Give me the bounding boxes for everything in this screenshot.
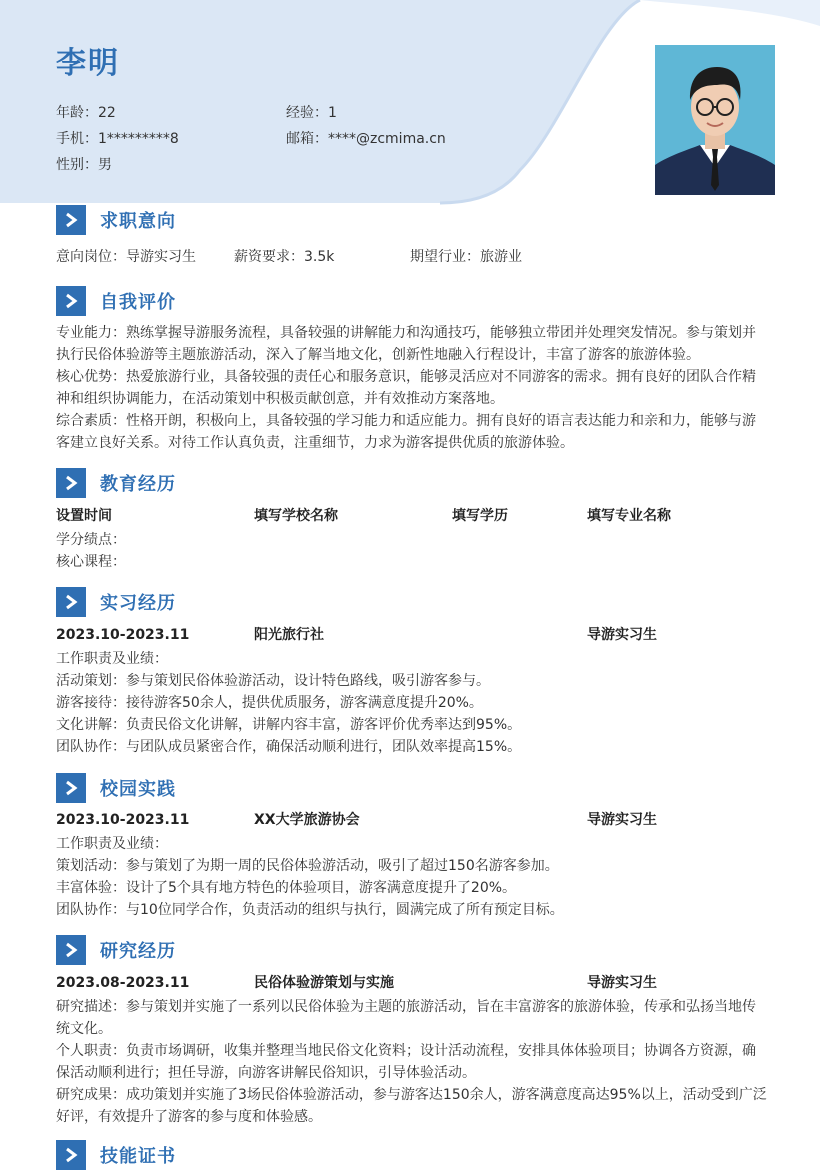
research-time: 2023.08-2023.11 bbox=[56, 975, 190, 991]
chevron-right-icon bbox=[56, 205, 86, 235]
campus-row bbox=[56, 809, 768, 831]
courses-line: 核心课程： bbox=[56, 554, 126, 570]
internship-time: 2023.10-2023.11 bbox=[56, 627, 190, 643]
text-line: 团队协作：与团队成员紧密合作，确保活动顺利进行，团队效率提高15%。 bbox=[56, 739, 522, 755]
section-title: 求职意向 bbox=[100, 211, 176, 232]
text-line: 统文化。 bbox=[56, 1021, 112, 1037]
expected-industry: 期望行业：旅游业 bbox=[410, 249, 522, 265]
text-line: 游客接待：接待游客50余人，提供优质服务，游客满意度提升20%。 bbox=[56, 695, 483, 711]
internship-row bbox=[56, 624, 768, 646]
text-line: 综合素质：性格开朗，积极向上，具备较强的学习能力和适应能力。拥有良好的语言表达能力和亲和力，能够与游 bbox=[56, 413, 756, 429]
text-line: 客建立良好关系。对待工作认真负责，注重细节，力求为游客提供优质的旅游体验。 bbox=[56, 435, 574, 451]
research-details bbox=[56, 996, 768, 1128]
text-line: 好评，有效提升了游客的参与度和体验感。 bbox=[56, 1109, 322, 1125]
section-header-internship bbox=[56, 587, 176, 617]
campus-role: 导游实习生 bbox=[587, 812, 657, 828]
chevron-right-icon bbox=[56, 1140, 86, 1170]
email-field: 邮箱：****@zcmima.cn bbox=[286, 131, 446, 147]
section-header-skills bbox=[56, 1140, 176, 1170]
experience-field: 经验：1 bbox=[286, 105, 337, 121]
chevron-right-icon bbox=[56, 587, 86, 617]
profile-photo bbox=[655, 45, 775, 195]
intention-row bbox=[56, 246, 768, 268]
text-line: 核心优势：热爱旅游行业，具备较强的责任心和服务意识，能够灵活应对不同游客的需求。拥有良好的团队合作精 bbox=[56, 369, 756, 385]
text-line: 工作职责及业绩： bbox=[56, 651, 168, 667]
education-major: 填写专业名称 bbox=[587, 508, 671, 524]
text-line: 策划活动：参与策划了为期一周的民俗体验游活动，吸引了超过150名游客参加。 bbox=[56, 858, 559, 874]
gender-field: 性别：男 bbox=[56, 157, 112, 173]
campus-time: 2023.10-2023.11 bbox=[56, 812, 190, 828]
text-line: 活动策划：参与策划民俗体验游活动，设计特色路线，吸引游客参与。 bbox=[56, 673, 490, 689]
text-line: 保活动顺利进行；担任导游，向游客讲解民俗知识，引导体验活动。 bbox=[56, 1065, 476, 1081]
candidate-name: 李明 bbox=[56, 46, 120, 81]
chevron-right-icon bbox=[56, 286, 86, 316]
education-row bbox=[56, 505, 768, 527]
text-line: 研究成果：成功策划并实施了3场民俗体验游活动，参与游客达150余人，游客满意度高达95%以上，活动受到广泛 bbox=[56, 1087, 767, 1103]
internship-details bbox=[56, 648, 768, 758]
chevron-right-icon bbox=[56, 935, 86, 965]
text-line: 执行民俗体验游等主题旅游活动，深入了解当地文化，创新性地融入行程设计，丰富了游客的旅游体验。 bbox=[56, 347, 700, 363]
education-school: 填写学校名称 bbox=[254, 508, 338, 524]
research-row bbox=[56, 972, 768, 994]
chevron-right-icon bbox=[56, 773, 86, 803]
text-line: 专业能力：熟练掌握导游服务流程，具备较强的讲解能力和沟通技巧，能够独立带团并处理突发情况。参与策划并 bbox=[56, 325, 756, 341]
chevron-right-icon bbox=[56, 468, 86, 498]
section-title: 实习经历 bbox=[100, 593, 176, 614]
campus-details bbox=[56, 833, 768, 921]
research-role: 导游实习生 bbox=[587, 975, 657, 991]
campus-org: XX大学旅游协会 bbox=[254, 812, 360, 828]
section-title: 技能证书 bbox=[100, 1146, 176, 1167]
intended-position: 意向岗位：导游实习生 bbox=[56, 249, 196, 265]
text-line: 团队协作：与10位同学合作，负责活动的组织与执行，圆满完成了所有预定目标。 bbox=[56, 902, 564, 918]
section-header-research bbox=[56, 935, 176, 965]
section-header-campus bbox=[56, 773, 176, 803]
education-time: 设置时间 bbox=[56, 508, 112, 524]
research-project: 民俗体验游策划与实施 bbox=[254, 975, 394, 991]
salary-requirement: 薪资要求：3.5k bbox=[234, 249, 335, 265]
section-title: 自我评价 bbox=[100, 292, 176, 313]
phone-field: 手机：1*********8 bbox=[56, 131, 179, 147]
education-degree: 填写学历 bbox=[452, 508, 508, 524]
text-line: 研究描述：参与策划并实施了一系列以民俗体验为主题的旅游活动，旨在丰富游客的旅游体验，传承和弘扬当地传 bbox=[56, 999, 756, 1015]
section-title: 教育经历 bbox=[100, 474, 176, 495]
text-line: 个人职责：负责市场调研，收集并整理当地民俗文化资料；设计活动流程，安排具体体验项目；协调各方资源，确 bbox=[56, 1043, 756, 1059]
self-eval-text bbox=[56, 322, 768, 454]
text-line: 丰富体验：设计了5个具有地方特色的体验项目，游客满意度提升了20%。 bbox=[56, 880, 517, 896]
text-line: 工作职责及业绩： bbox=[56, 836, 168, 852]
text-line: 文化讲解：负责民俗文化讲解，讲解内容丰富，游客评价优秀率达到95%。 bbox=[56, 717, 522, 733]
age-field: 年龄：22 bbox=[56, 105, 116, 121]
section-title: 研究经历 bbox=[100, 941, 176, 962]
internship-org: 阳光旅行社 bbox=[254, 627, 324, 643]
internship-role: 导游实习生 bbox=[587, 627, 657, 643]
section-header-self-eval bbox=[56, 286, 176, 316]
section-header-education bbox=[56, 468, 176, 498]
gpa-line: 学分绩点： bbox=[56, 532, 126, 548]
section-header-intention bbox=[56, 205, 176, 235]
text-line: 神和组织协调能力，在活动策划中积极贡献创意，并有效推动方案落地。 bbox=[56, 391, 504, 407]
section-title: 校园实践 bbox=[100, 779, 176, 800]
education-details bbox=[56, 529, 768, 573]
